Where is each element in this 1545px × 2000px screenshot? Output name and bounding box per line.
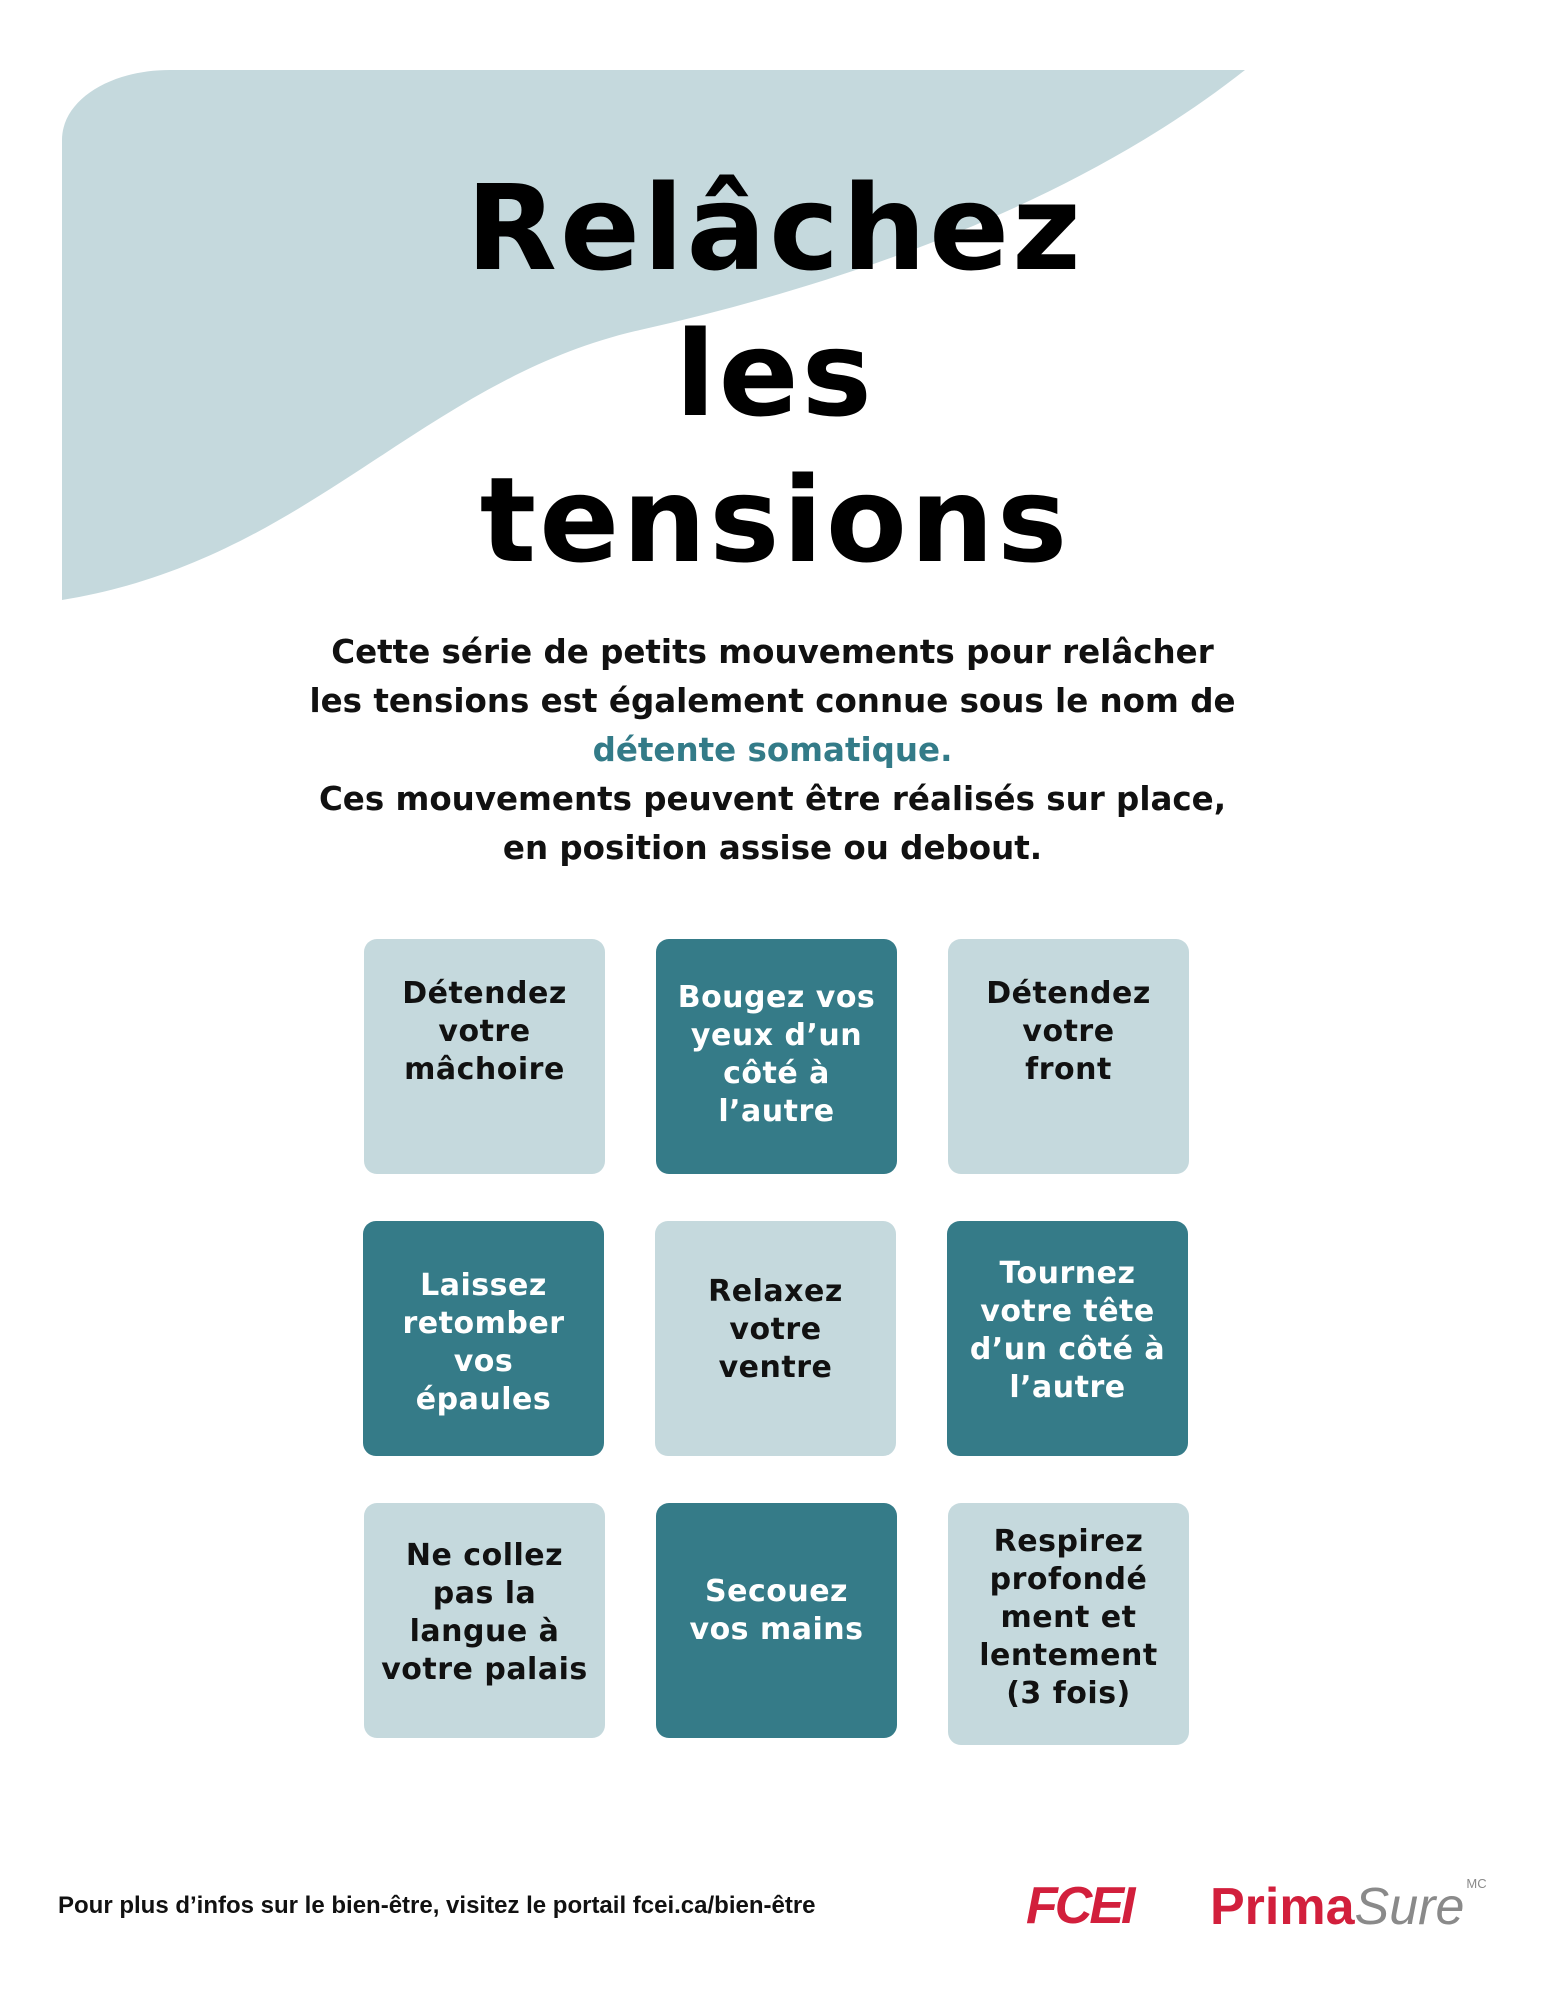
exercise-tile <box>364 939 605 1174</box>
exercise-tile-text: Respirez profondé ment et lentement (3 fois) <box>979 1524 1158 1711</box>
exercise-tile <box>947 1221 1188 1456</box>
exercise-tile <box>948 939 1189 1174</box>
exercise-tile-text: Détendez votre mâchoire <box>402 976 567 1087</box>
exercise-tile <box>656 1503 897 1738</box>
footer-info-text: Pour plus d’infos sur le bien-être, visitez le portail fcei.ca/bien-être <box>58 1892 816 1919</box>
fcei-logo <box>1026 1876 1132 1936</box>
exercise-tile-text: Tournez votre tête d’un côté à l’autre <box>969 1256 1166 1405</box>
exercise-tile <box>656 939 897 1174</box>
exercise-tile-text: Secouez vos mains <box>689 1574 864 1647</box>
exercise-tile <box>655 1221 896 1456</box>
primasure-logo-sure: Sure <box>1354 1878 1465 1936</box>
exercise-tile-text: Laissez retomber vos épaules <box>402 1268 565 1417</box>
exercise-tile-text: Relaxez votre ventre <box>708 1274 843 1385</box>
title-line-2: les <box>675 305 875 443</box>
intro-highlight: détente somatique. <box>592 731 953 769</box>
intro-text-1: Cette série de petits mouvements pour relâcher les tensions est également connue sous le nom de <box>309 633 1236 720</box>
primasure-logo-prima: Prima <box>1210 1878 1355 1936</box>
exercise-tile <box>948 1503 1189 1745</box>
primasure-logo-mark: MC <box>1466 1876 1487 1891</box>
exercise-tile <box>363 1221 604 1456</box>
primasure-logo <box>1210 1876 1487 1937</box>
exercise-tile-text: Détendez votre front <box>986 976 1151 1087</box>
fcei-logo-text: FCEI <box>1026 1877 1133 1935</box>
exercise-tile <box>364 1503 605 1738</box>
title-line-1: Relâchez <box>466 159 1084 297</box>
exercise-tile-text: Ne collez pas la langue à votre palais <box>381 1538 588 1687</box>
intro-text-2: Ces mouvements peuvent être réalisés sur place, en position assise ou debout. <box>318 780 1227 867</box>
exercise-tile-text: Bougez vos yeux d’un côté à l’autre <box>677 980 876 1129</box>
title-line-3: tensions <box>479 451 1071 589</box>
